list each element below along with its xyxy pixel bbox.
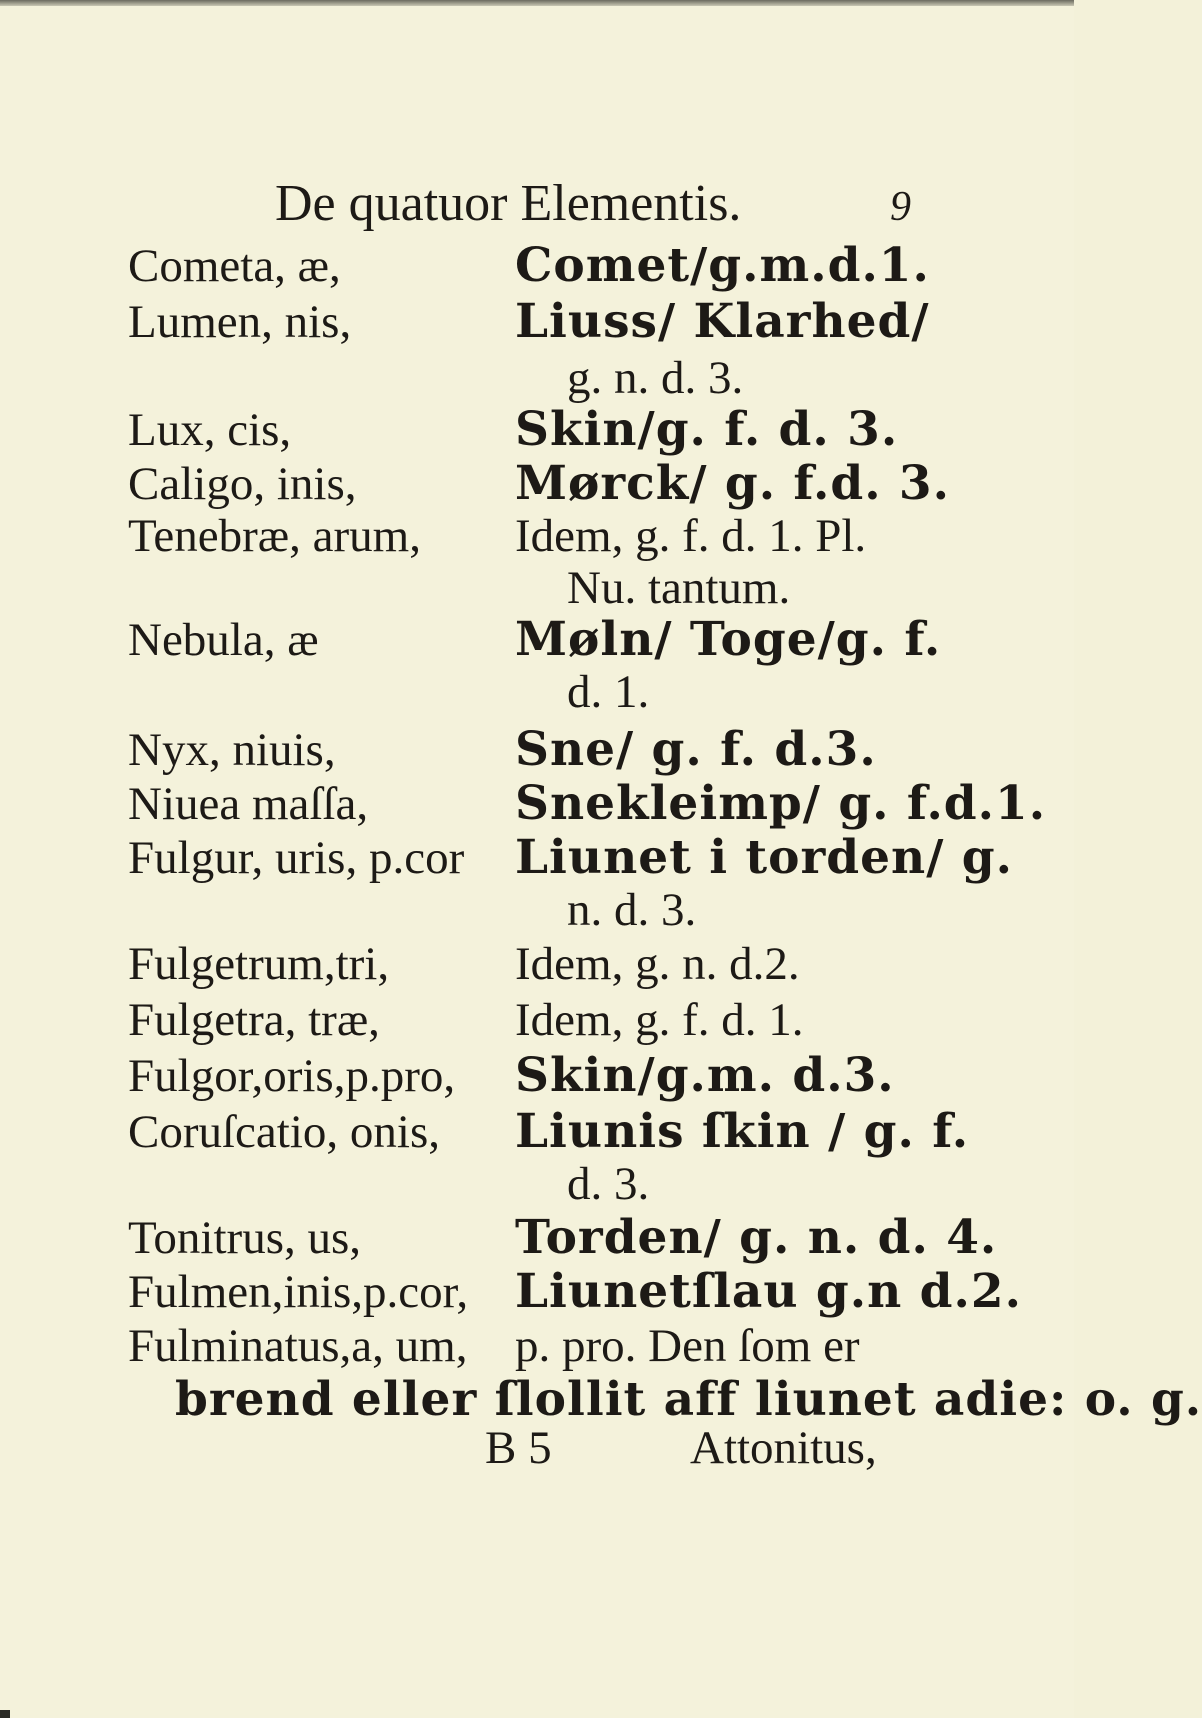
signature-mark: B 5 (485, 1422, 552, 1474)
latin-term: Fulgetra, træ, (128, 994, 380, 1046)
final-line: brend eller ſlollit aff liunet adie: o. g. (175, 1372, 1202, 1427)
latin-term: Fulminatus,a, um, (128, 1320, 468, 1372)
latin-term: Fulgetrum,tri, (128, 938, 390, 990)
translation-continuation: n. d. 3. (567, 884, 697, 936)
translation-continuation: d. 1. (567, 666, 650, 718)
latin-term: Cometa, æ, (128, 240, 341, 292)
translation: Sne/ g. f. d.3. (515, 722, 877, 777)
translation: Møln/ Toge/g. f. (515, 612, 942, 667)
page-number: 9 (890, 184, 911, 230)
translation-continuation: g. n. d. 3. (567, 352, 744, 404)
translation: Liunetſlau g.n d.2. (515, 1264, 1022, 1319)
translation: Mørck/ g. f.d. 3. (515, 456, 950, 511)
latin-term: Tenebræ, arum, (128, 510, 421, 562)
latin-term: Lumen, nis, (128, 296, 352, 348)
latin-term: Fulmen,inis,p.cor, (128, 1266, 469, 1318)
translation: Snekleimp/ g. f.d.1. (515, 776, 1047, 831)
translation: Idem, g. n. d.2. (515, 938, 800, 990)
running-head: De quatuor Elementis. (275, 175, 742, 232)
latin-term: Nyx, niuis, (128, 724, 336, 776)
translation-continuation: d. 3. (567, 1158, 650, 1210)
latin-term: Nebula, æ (128, 614, 319, 666)
latin-term: Niuea maſſa, (128, 778, 369, 830)
translation: Idem, g. f. d. 1. Pl. (515, 510, 867, 562)
translation: Liunis ſkin / g. f. (515, 1104, 970, 1159)
latin-term: Lux, cis, (128, 404, 292, 456)
translation: Liuss/ Klarhed/ (515, 294, 930, 349)
translation: p. pro. Den ſom er (515, 1320, 860, 1372)
translation: Comet/g.m.d.1. (515, 238, 930, 293)
translation: Skin/g.m. d.3. (515, 1048, 895, 1103)
latin-term: Coruſcatio, onis, (128, 1106, 440, 1158)
translation: Torden/ g. n. d. 4. (515, 1210, 998, 1265)
translation: Idem, g. f. d. 1. (515, 994, 804, 1046)
translation: Skin/g. f. d. 3. (515, 402, 899, 457)
latin-term: Fulgor,oris,p.pro, (128, 1050, 456, 1102)
catchword: Attonitus, (690, 1422, 877, 1474)
latin-term: Tonitrus, us, (128, 1212, 362, 1264)
translation: Liunet i torden/ g. (515, 830, 1013, 885)
latin-term: Fulgur, uris, p.cor (128, 832, 465, 884)
latin-term: Caligo, inis, (128, 458, 357, 510)
translation-continuation: Nu. tantum. (567, 562, 791, 614)
